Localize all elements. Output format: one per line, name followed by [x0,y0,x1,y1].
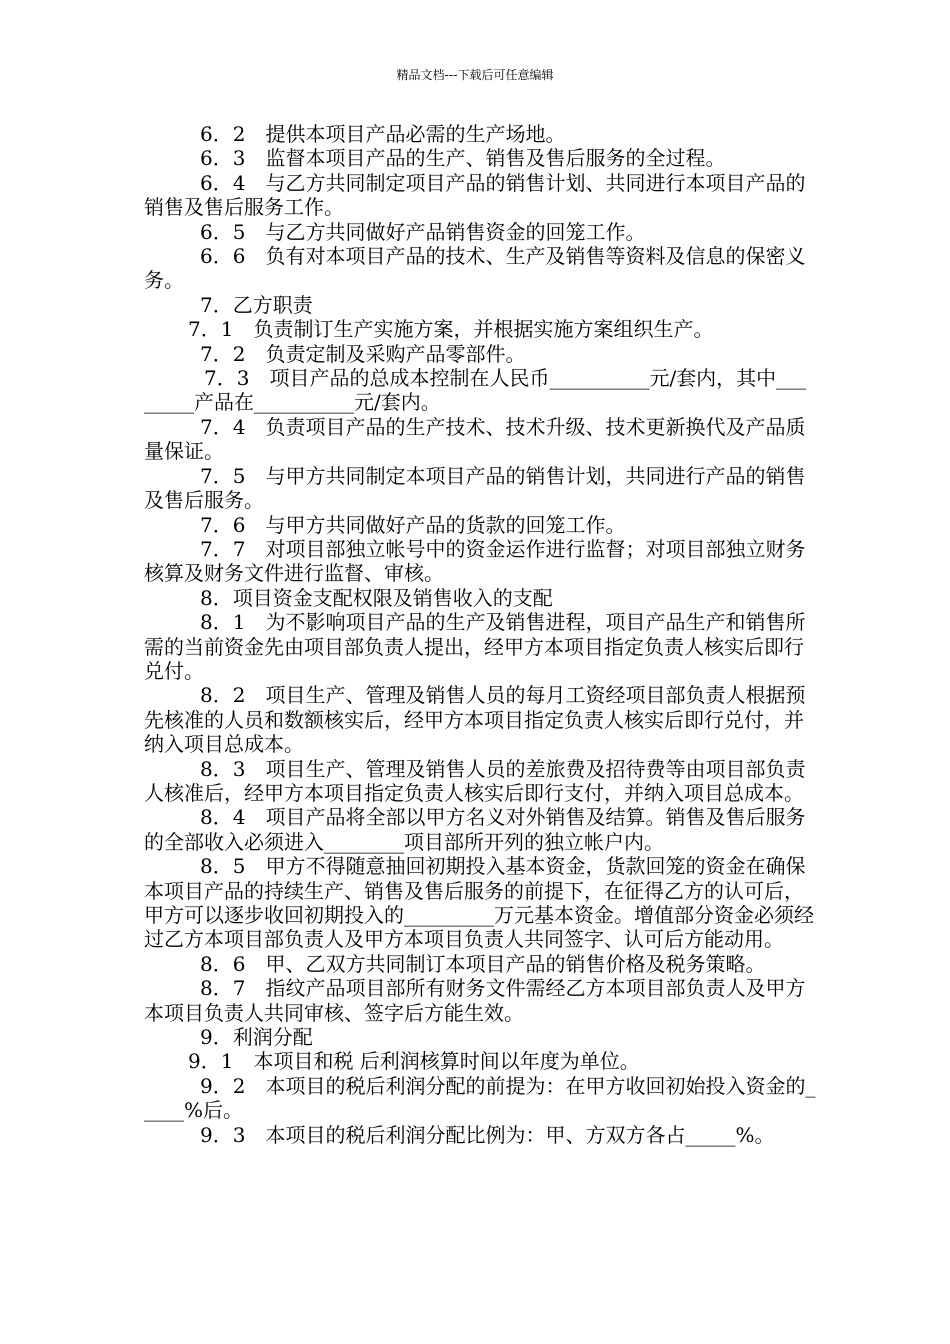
paragraph: 7．4 负责项目产品的生产技术、技术升级、技术更新换代及产品质量保证。 [144,414,806,464]
paragraph: 6．6 负有对本项目产品的技术、生产及销售等资料及信息的保密义务。 [144,244,806,293]
paragraph: 7．6 与甲方共同做好产品的货款的回笼工作。 [200,512,626,537]
paragraph: 6．4 与乙方共同制定项目产品的销售计划、共同进行本项目产品的销售及售后服务工作。 [144,170,806,220]
paragraph: 7．5 与甲方共同制定本项目产品的销售计划，共同进行产品的销售及售后服务。 [144,463,806,513]
paragraph: 6．3 监督本项目产品的生产、销售及售后服务的全过程。 [200,146,726,171]
paragraph: 9．2 本项目的税后利润分配的前提为：在甲方收回初始投入资金的_____%后。 [144,1073,816,1123]
paragraph: 8．5 甲方不得随意抽回初期投入基本资金，货款回笼的资金在确保本项目产品的持续生产、销售及售后服务的前提下，在征得乙方的认可后，甲方可以逐步收回初期投入的_________万元基本资金。增值部分资金必须经过乙方本项目部负责人及甲方本项目负责人共同签字、认可后方能动用。 [144,854,814,952]
paragraph: 7．1 负责制订生产实施方案，并根据实施方案组织生产。 [188,317,714,342]
document-body [144,122,816,1147]
paragraph: 8．1 为不影响项目产品的生产及销售进程，项目产品生产和销售所需的当前资金先由项目部负责人提出，经甲方本项目指定负责人核实后即行兑付。 [144,610,806,683]
paragraph: 8．4 项目产品将全部以甲方名义对外销售及结算。销售及售后服务的全部收入必须进入________项目部所开列的独立帐户内。 [144,805,806,854]
paragraph: 8．6 甲、乙双方共同制订本项目产品的销售价格及税务策略。 [200,951,766,976]
paragraph: 8．2 项目生产、管理及销售人员的每月工资经项目部负责人根据预先核准的人员和数额核实后，经甲方本项目指定负责人核实后即行兑付，并纳入项目总成本。 [144,683,806,757]
paragraph: 8．7 指纹产品项目部所有财务文件需经乙方本项目部负责人及甲方本项目负责人共同审核、签字后方能生效。 [144,976,806,1025]
paragraph: 8．3 项目生产、管理及销售人员的差旅费及招待费等由项目部负责人核准后，经甲方本项目指定负责人核实后即行支付，并纳入项目总成本。 [144,756,806,805]
paragraph: 6．2 提供本项目产品必需的生产场地。 [200,122,566,146]
paragraph: 9．利润分配 [200,1025,313,1050]
paragraph: 7．3 项目产品的总成本控制在人民币__________元/套内，其中________产品在__________元/套内。 [144,366,807,415]
paragraph: 9．3 本项目的税后利润分配比例为：甲、方双方各占_____%。 [200,1122,775,1147]
paragraph: 9．1 本项目和税 后利润核算时间以年度为单位。 [188,1049,640,1074]
paragraph: 7．乙方职责 [200,292,313,317]
page-header: 精品文档---下载后可任意编辑 [396,68,554,82]
paragraph: 8．项目资金支配权限及销售收入的支配 [200,585,553,610]
paragraph: 7．7 对项目部独立帐号中的资金运作进行监督；对项目部独立财务核算及财务文件进行监督、审核。 [144,536,806,586]
paragraph: 6．5 与乙方共同做好产品销售资金的回笼工作。 [200,219,646,244]
paragraph: 7．2 负责定制及采购产品零部件。 [200,341,526,366]
